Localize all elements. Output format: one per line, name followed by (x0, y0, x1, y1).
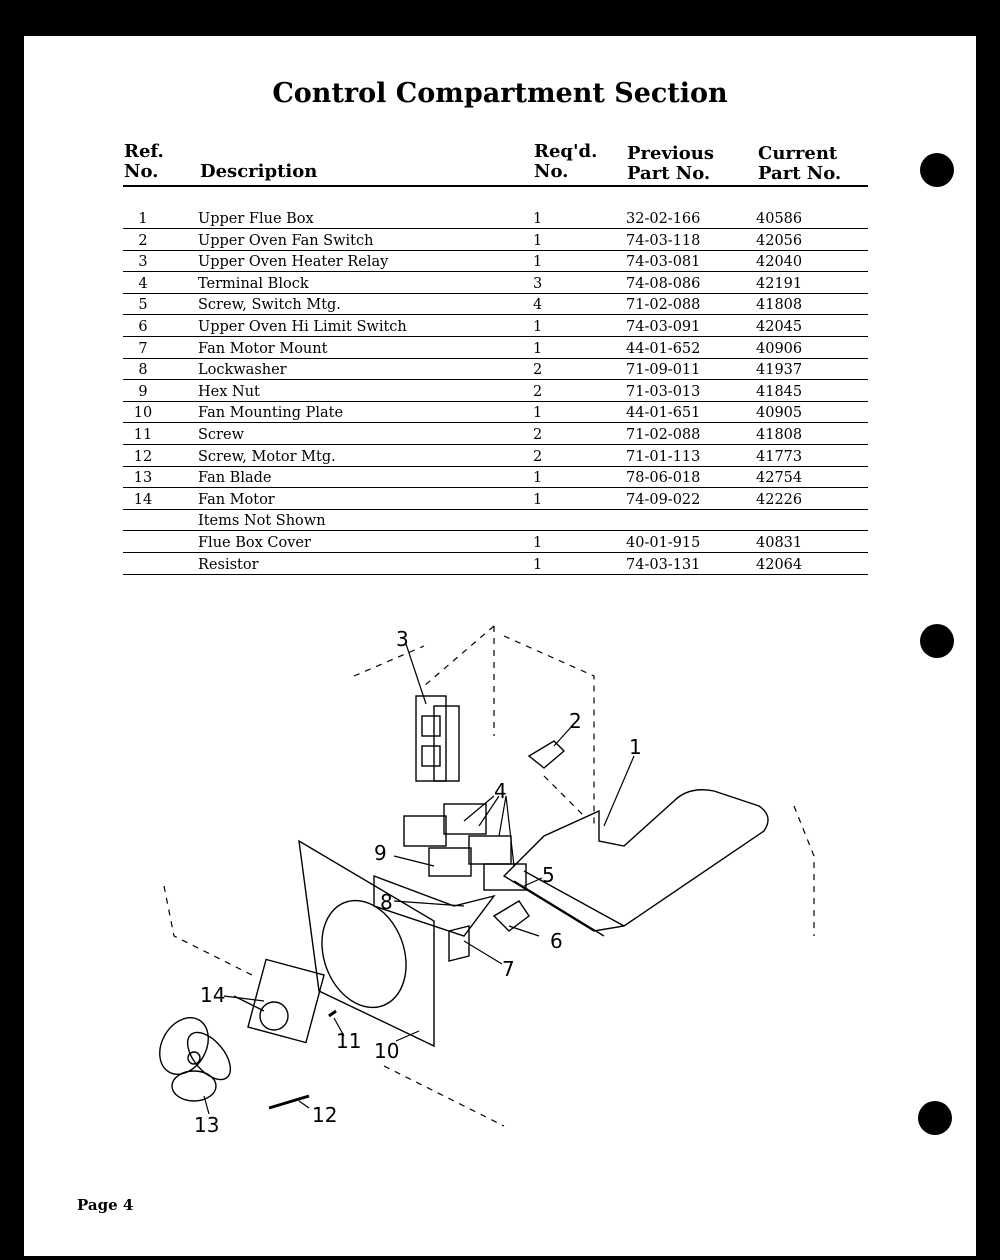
fan-opening (308, 889, 421, 1020)
fan-switch (529, 741, 564, 768)
fan-blade (150, 1009, 239, 1101)
callout-12: 12 (312, 1103, 338, 1127)
motor-screw (269, 1096, 309, 1108)
callout-8: 8 (380, 890, 393, 914)
previous-part-cell: 78-06-018 (626, 470, 701, 487)
ref-cell: 13 (133, 470, 153, 487)
description-cell: Fan Mounting Plate (198, 405, 344, 422)
previous-part-cell: 74-03-118 (626, 232, 701, 249)
callout-3: 3 (396, 627, 409, 651)
previous-part-cell: 44-01-651 (626, 405, 701, 422)
callout-9: 9 (374, 841, 387, 865)
current-part-cell: 40831 (756, 535, 803, 551)
current-part-cell: 41808 (756, 297, 803, 314)
ref-cell: 7 (138, 340, 148, 357)
callout-11: 11 (336, 1029, 362, 1053)
description-cell: Lockwasher (198, 362, 287, 379)
reqd-cell: 1 (533, 405, 543, 422)
reqd-cell: 1 (533, 340, 543, 357)
current-part-cell: 40905 (756, 405, 803, 422)
header-reqd-line2: No. (534, 161, 569, 182)
reqd-cell: 1 (533, 470, 543, 487)
current-part-cell: 40906 (756, 340, 803, 357)
description-cell: Upper Flue Box (198, 211, 314, 227)
current-part-cell: 40586 (756, 211, 803, 227)
current-part-cell: 42040 (756, 254, 803, 271)
previous-part-cell: 71-02-088 (626, 427, 701, 443)
page-number: Page 4 (77, 1196, 134, 1214)
header-current-line2: Part No. (758, 163, 842, 184)
callout-13: 13 (194, 1113, 220, 1137)
callout-10: 10 (374, 1039, 400, 1063)
ref-cell: 3 (138, 254, 148, 271)
ref-cell: 12 (133, 448, 153, 465)
current-part-cell: 42226 (756, 491, 803, 508)
binder-hole-middle (920, 624, 954, 658)
reqd-cell: 2 (533, 383, 543, 400)
reqd-cell: 2 (533, 448, 543, 465)
callout-7: 7 (502, 957, 515, 981)
previous-part-cell: 71-02-088 (626, 297, 701, 314)
callout-1: 1 (629, 735, 642, 759)
parts-page (24, 36, 976, 1256)
reqd-cell: 4 (533, 297, 543, 314)
description-cell: Terminal Block (198, 275, 309, 292)
description-cell: Screw (198, 427, 244, 443)
reqd-cell: 3 (533, 275, 543, 292)
fan-motor (234, 959, 324, 1042)
ref-cell: 8 (138, 362, 148, 379)
reqd-cell: 1 (533, 491, 543, 508)
description-cell: Screw, Switch Mtg. (198, 297, 341, 314)
callout-6: 6 (550, 929, 563, 953)
previous-part-cell: 32-02-166 (626, 211, 701, 227)
current-part-cell: 41773 (756, 448, 803, 465)
header-reqd-line1: Req'd. (534, 141, 598, 162)
previous-part-cell: 74-03-091 (626, 319, 701, 335)
callout-5: 5 (542, 863, 555, 887)
description-cell: Upper Oven Hi Limit Switch (198, 319, 407, 335)
description-cell: Fan Motor Mount (198, 340, 328, 357)
description-cell: Resistor (198, 556, 259, 573)
current-part-cell: 42045 (756, 319, 803, 335)
description-cell: Items Not Shown (198, 513, 326, 530)
header-description: Description (200, 161, 318, 182)
current-part-cell: 42064 (756, 556, 803, 573)
ref-cell: 14 (133, 491, 153, 508)
previous-part-cell: 74-03-081 (626, 254, 701, 271)
ref-cell: 6 (138, 319, 148, 335)
cabinet-outline (164, 626, 814, 1126)
previous-part-cell: 71-01-113 (626, 448, 701, 465)
reqd-cell: 2 (533, 427, 543, 443)
current-part-cell: 41937 (756, 362, 803, 379)
binder-hole-top (920, 153, 954, 187)
reqd-cell: 1 (533, 556, 543, 573)
description-cell: Screw, Motor Mtg. (198, 448, 336, 465)
callout-2: 2 (569, 709, 582, 733)
current-part-cell: 42056 (756, 232, 803, 249)
heater-relay (416, 696, 459, 781)
previous-part-cell: 71-03-013 (626, 383, 701, 400)
ref-cell: 9 (138, 383, 148, 400)
screw (329, 1011, 336, 1016)
exploded-parts-diagram (24, 36, 976, 1256)
previous-part-cell: 74-08-086 (626, 275, 701, 292)
reqd-cell: 1 (533, 535, 543, 551)
previous-part-cell: 71-09-011 (626, 362, 701, 379)
description-cell: Fan Motor (198, 491, 275, 508)
reqd-cell: 1 (533, 254, 543, 271)
description-cell: Hex Nut (198, 383, 260, 400)
callout-4: 4 (494, 779, 507, 803)
description-cell: Upper Oven Heater Relay (198, 254, 389, 271)
ref-cell: 1 (138, 211, 148, 227)
ref-cell: 2 (138, 232, 148, 249)
ref-cell: 10 (133, 405, 153, 422)
current-part-cell: 41845 (756, 383, 803, 400)
upper-flue-box (504, 790, 768, 931)
current-part-cell: 41808 (756, 427, 803, 443)
ref-cell: 5 (138, 297, 148, 314)
ref-cell: 11 (133, 427, 153, 443)
current-part-cell: 42191 (756, 275, 803, 292)
description-cell: Upper Oven Fan Switch (198, 232, 374, 249)
header-previous-line2: Part No. (627, 163, 711, 184)
previous-part-cell: 74-09-022 (626, 491, 701, 508)
description-cell: Fan Blade (198, 470, 272, 487)
terminal-blocks (404, 804, 526, 890)
header-current-line1: Current (758, 143, 838, 164)
binder-hole-bottom (918, 1101, 952, 1135)
ref-cell: 4 (138, 275, 148, 292)
previous-part-cell: 40-01-915 (626, 535, 701, 551)
page-title: Control Compartment Section (272, 78, 728, 109)
previous-part-cell: 74-03-131 (626, 556, 701, 573)
fan-mounting-plate (299, 841, 434, 1046)
header-previous-line1: Previous (627, 143, 714, 164)
reqd-cell: 1 (533, 211, 543, 227)
current-part-cell: 42754 (756, 470, 803, 487)
description-cell: Flue Box Cover (198, 535, 311, 551)
reqd-cell: 1 (533, 232, 543, 249)
header-ref-line1: Ref. (124, 141, 164, 162)
callout-14: 14 (200, 983, 226, 1007)
previous-part-cell: 44-01-652 (626, 340, 701, 357)
reqd-cell: 1 (533, 319, 543, 335)
header-ref-line2: No. (124, 161, 159, 182)
reqd-cell: 2 (533, 362, 543, 379)
